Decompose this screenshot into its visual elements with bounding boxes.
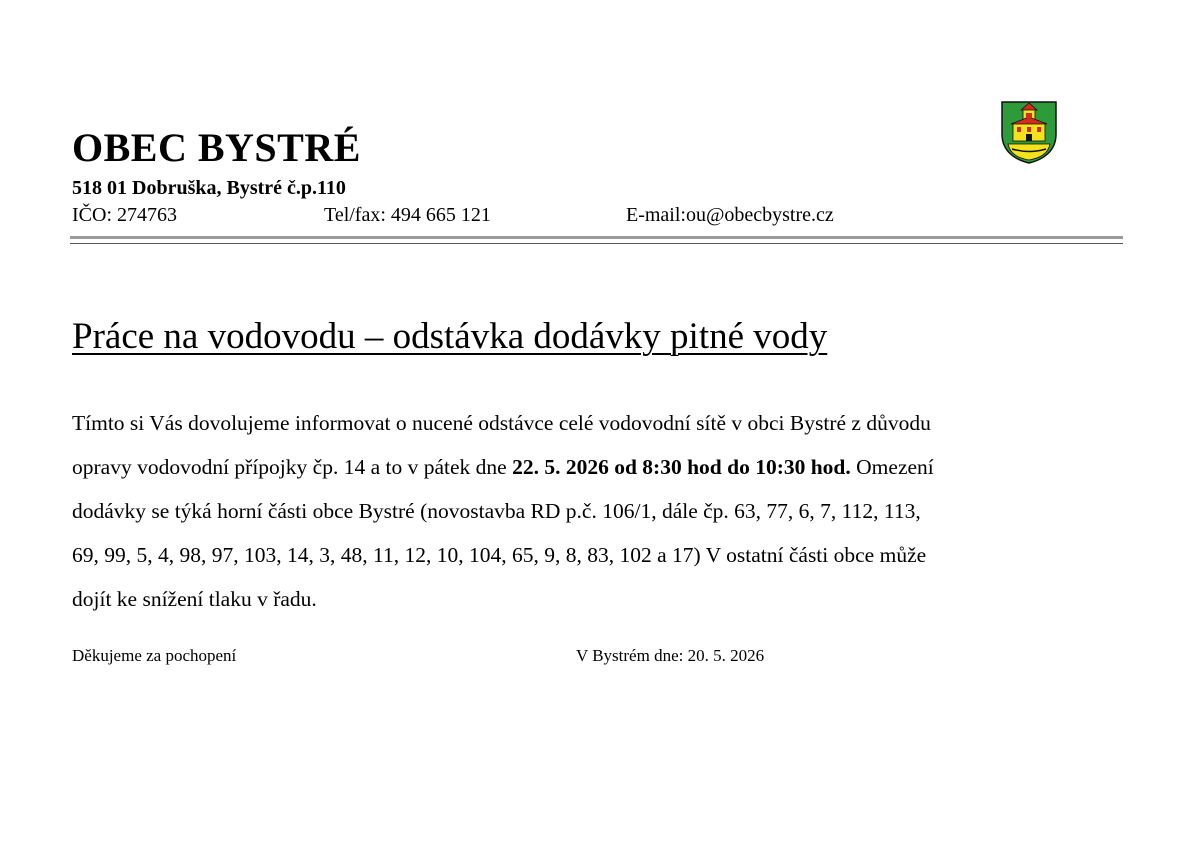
- outage-time: 22. 5. 2026 od 8:30 hod do 10:30 hod.: [512, 455, 851, 479]
- body-line-end: Omezení: [850, 455, 934, 479]
- notice-date: V Bystrém dne: 20. 5. 2026: [576, 646, 765, 665]
- coat-of-arms-icon: [1000, 100, 1058, 164]
- org-name: OBEC BYSTRÉ: [72, 125, 361, 170]
- org-email: E-mail:ou@obecbystre.cz: [626, 204, 834, 226]
- body-line: Tímto si Vás dovolujeme informovat o nucené odstávce celé vodovodní sítě v obci Bystré z důvodu: [72, 411, 931, 435]
- org-phone: Tel/fax: 494 665 121: [324, 204, 491, 226]
- notice-headline: Práce na vodovodu – odstávka dodávky pitné vody: [72, 316, 828, 357]
- body-line: dojít ke snížení tlaku v řadu.: [72, 587, 317, 611]
- contact-line: [72, 202, 1122, 228]
- body-line: 69, 99, 5, 4, 98, 97, 103, 14, 3, 48, 11, 12, 10, 104, 65, 9, 8, 83, 102 a 17) V ostatní části obce může: [72, 543, 927, 567]
- closing-text: Děkujeme za pochopení: [72, 646, 237, 665]
- body-line: dodávky se týká horní části obce Bystré (novostavba RD p.č. 106/1, dále čp. 63, 77, 6, 7, 112, 113,: [72, 499, 921, 523]
- notice-body: [72, 401, 1132, 621]
- header-divider-thin: [70, 243, 1123, 244]
- org-address: 518 01 Dobruška, Bystré č.p.110: [72, 177, 346, 199]
- body-line-start: opravy vodovodní přípojky čp. 14 a to v pátek dne: [72, 455, 513, 479]
- org-ico: IČO: 274763: [72, 204, 177, 226]
- header-divider: [70, 236, 1123, 239]
- body-line: [72, 445, 1132, 489]
